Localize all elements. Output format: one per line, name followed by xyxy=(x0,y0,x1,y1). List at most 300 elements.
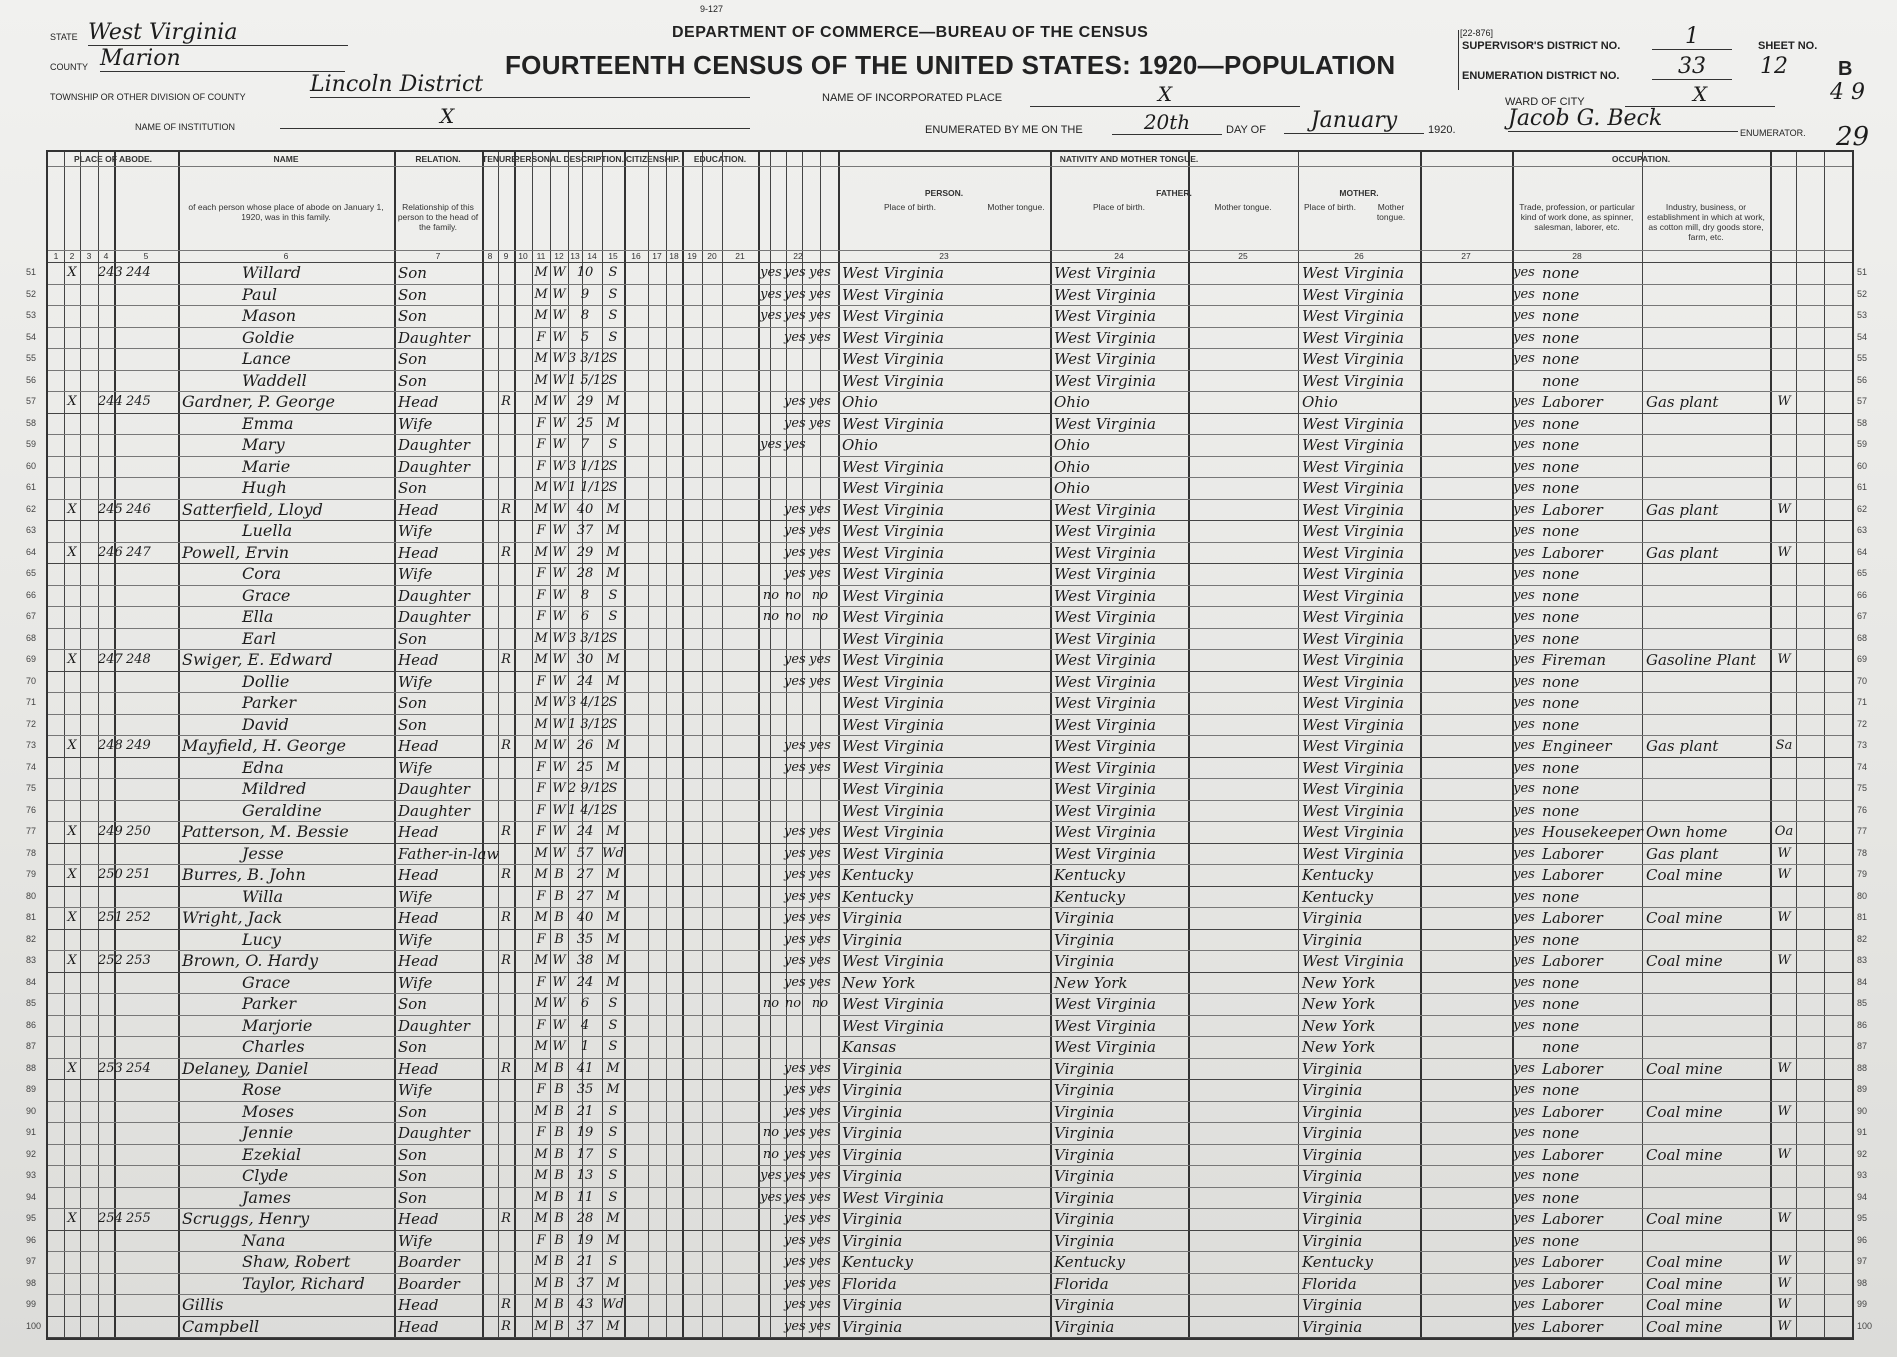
race: W xyxy=(552,523,566,538)
trade: Laborer xyxy=(1542,1317,1603,1336)
day-of-label: DAY OF xyxy=(1226,124,1266,136)
sex: F xyxy=(536,974,546,990)
marital-status: M xyxy=(606,1060,620,1076)
race: B xyxy=(554,888,564,904)
person-birthplace: West Virginia xyxy=(842,457,944,476)
mother-tongue-head: Mother tongue. xyxy=(1376,202,1406,222)
class-of-worker: Oa xyxy=(1774,824,1794,839)
table-row-rule xyxy=(48,671,1852,672)
race: B xyxy=(554,1103,564,1119)
row-number-right: 64 xyxy=(1857,546,1868,557)
race: W xyxy=(552,1039,566,1054)
industry: Gas plant xyxy=(1646,500,1719,519)
father-birthplace: West Virginia xyxy=(1054,371,1156,390)
industry: Own home xyxy=(1646,823,1728,841)
column-group-tenure: TENURE. xyxy=(482,154,520,164)
person-birthplace: West Virginia xyxy=(842,608,944,626)
relation: Daughter xyxy=(398,1124,470,1142)
column-rule xyxy=(1642,152,1643,1338)
relation: Wife xyxy=(398,930,433,949)
trade: Laborer xyxy=(1542,543,1603,562)
family-number: 253 xyxy=(126,953,151,968)
class-of-worker: W xyxy=(1777,1103,1791,1119)
row-number: 78 xyxy=(26,847,37,858)
table-row-rule xyxy=(48,993,1852,994)
row-number-right: 82 xyxy=(1857,933,1868,944)
row-number-right: 77 xyxy=(1857,826,1868,836)
person-birthplace: Virginia xyxy=(842,1296,903,1314)
father-birthplace: Virginia xyxy=(1054,1059,1115,1078)
relation: Son xyxy=(398,350,427,368)
able-to-read: yes xyxy=(784,501,806,517)
column-group-name: NAME xyxy=(273,154,299,164)
speaks-english: yes xyxy=(1513,1232,1535,1248)
family-number: 250 xyxy=(126,824,151,839)
relation: Head xyxy=(398,1059,439,1078)
row-number: 79 xyxy=(26,869,37,879)
father-birthplace: West Virginia xyxy=(1054,543,1156,562)
speaks-english: yes xyxy=(1513,652,1535,667)
trade: none xyxy=(1542,715,1580,734)
form-code: [22-876] xyxy=(1460,28,1494,38)
speaks-english: yes xyxy=(1513,996,1535,1011)
person-name: Parker xyxy=(242,693,297,712)
age: 35 xyxy=(576,1082,594,1097)
age: 35 xyxy=(576,931,594,947)
industry: Coal mine xyxy=(1646,1059,1723,1078)
marital-status: S xyxy=(608,286,618,302)
row-number: 94 xyxy=(26,1191,37,1202)
row-number-right: 73 xyxy=(1857,740,1868,750)
column-group-relation: RELATION. xyxy=(415,154,461,164)
class-of-worker: W xyxy=(1777,1297,1791,1312)
person-name: Earl xyxy=(242,628,276,648)
industry: Gas plant xyxy=(1646,737,1719,755)
column-group-occupation: OCCUPATION. xyxy=(1611,154,1671,164)
column-number: 19 xyxy=(687,251,697,261)
enumerator-signature: Jacob G. Beck xyxy=(1508,106,1738,132)
father-birthplace: West Virginia xyxy=(1054,629,1156,648)
speaks-english: yes xyxy=(1513,1318,1535,1334)
mother-birthplace: West Virginia xyxy=(1302,780,1404,798)
corner-note: 4 9 xyxy=(1830,80,1865,105)
age: 8 xyxy=(580,587,590,603)
marital-status: S xyxy=(608,802,618,818)
table-row-rule xyxy=(48,456,1852,457)
race: B xyxy=(554,1168,564,1183)
year-label: 1920. xyxy=(1428,124,1456,136)
row-number: 58 xyxy=(26,417,37,428)
row-number-right: 67 xyxy=(1857,611,1868,621)
person-birthplace: West Virginia xyxy=(842,350,944,368)
person-name: James xyxy=(242,1187,291,1207)
column-number: 3 xyxy=(86,251,92,261)
row-number: 52 xyxy=(26,288,37,299)
race: B xyxy=(554,1082,564,1097)
mother-birthplace: West Virginia xyxy=(1302,328,1404,347)
person-name: Grace xyxy=(242,972,291,992)
sex: M xyxy=(534,1189,548,1205)
mother-birthplace: New York xyxy=(1302,973,1376,992)
person-birthplace: West Virginia xyxy=(842,328,944,347)
column-rule xyxy=(1824,152,1825,1338)
able-to-read: yes xyxy=(784,1254,806,1269)
person-name: Dollie xyxy=(242,671,290,691)
row-number-right: 63 xyxy=(1857,525,1868,535)
mother-birthplace: West Virginia xyxy=(1302,715,1404,734)
person-name: David xyxy=(242,714,289,734)
column-group-abode: PLACE OF ABODE. xyxy=(73,154,153,164)
able-to-write: yes xyxy=(809,845,831,861)
person-birthplace: Virginia xyxy=(842,1167,903,1185)
sex: M xyxy=(534,544,548,560)
person-name: Gardner, P. George xyxy=(182,392,335,411)
column-group-nativity: NATIVITY AND MOTHER TONGUE. xyxy=(1059,154,1199,164)
sex: M xyxy=(534,867,548,882)
able-to-write: no xyxy=(811,996,829,1011)
father-birthplace: West Virginia xyxy=(1054,608,1156,626)
row-number: 84 xyxy=(26,976,37,987)
able-to-read: yes xyxy=(784,910,806,925)
age: 3 3/12 xyxy=(568,630,610,646)
class-of-worker: W xyxy=(1777,1254,1791,1269)
person-name: Campbell xyxy=(182,1316,260,1336)
tenure: R xyxy=(501,652,511,667)
race: W xyxy=(552,652,566,667)
father-birthplace: West Virginia xyxy=(1054,1038,1156,1056)
father-birthplace: West Virginia xyxy=(1054,522,1156,540)
dwelling-number: 249 xyxy=(98,824,123,839)
marital-status: S xyxy=(608,1168,618,1183)
able-to-write: yes xyxy=(809,1189,831,1205)
row-number: 51 xyxy=(26,267,37,277)
column-number: 1 xyxy=(53,251,59,261)
able-to-read: no xyxy=(784,996,802,1011)
age: 1 1/12 xyxy=(568,480,610,495)
sheet-number: 12 xyxy=(1760,54,1788,79)
dwelling-number: 247 xyxy=(98,652,123,667)
township-label: TOWNSHIP OR OTHER DIVISION OF COUNTY xyxy=(50,92,246,102)
race: B xyxy=(554,931,564,947)
table-row-rule xyxy=(48,1036,1852,1037)
speaks-english: yes xyxy=(1513,673,1535,689)
table-row-rule xyxy=(48,628,1852,629)
father-birthplace: West Virginia xyxy=(1054,995,1156,1013)
column-rule xyxy=(666,152,667,1338)
sex: M xyxy=(534,1275,548,1291)
relation: Son xyxy=(398,629,427,648)
sex: M xyxy=(534,695,548,710)
row-number: 54 xyxy=(26,331,37,342)
attended-school: no xyxy=(762,609,780,624)
race: W xyxy=(552,824,566,839)
industry: Gas plant xyxy=(1646,393,1719,411)
able-to-read: no xyxy=(784,609,802,624)
row-number: 91 xyxy=(26,1127,37,1137)
father-birthplace: Ohio xyxy=(1054,393,1090,411)
father-birthplace: West Virginia xyxy=(1054,651,1156,669)
table-row-rule xyxy=(48,1316,1852,1317)
table-row-rule xyxy=(48,477,1852,478)
age: 1 5/12 xyxy=(568,372,610,388)
column-number: 25 xyxy=(1238,251,1248,261)
age: 37 xyxy=(576,523,594,538)
column-subgroup-father: FATHER. xyxy=(1156,188,1192,198)
enumerated-label: ENUMERATED BY ME ON THE xyxy=(925,124,1083,136)
marital-status: M xyxy=(606,931,620,947)
speaks-english: yes xyxy=(1513,931,1535,947)
trade: none xyxy=(1542,522,1580,540)
sex: F xyxy=(536,759,546,775)
mother-birthplace: New York xyxy=(1302,995,1376,1013)
race: W xyxy=(552,587,566,603)
row-number-right: 90 xyxy=(1857,1105,1868,1116)
able-to-read: yes xyxy=(784,888,806,904)
trade: Laborer xyxy=(1542,1274,1603,1293)
speaks-english: yes xyxy=(1513,501,1535,517)
industry: Coal mine xyxy=(1646,1102,1723,1121)
row-number: 90 xyxy=(26,1105,37,1116)
marital-status: S xyxy=(608,695,618,710)
person-birthplace: West Virginia xyxy=(842,285,944,304)
able-to-write: yes xyxy=(809,265,831,280)
able-to-read: yes xyxy=(784,1082,806,1097)
trade: Laborer xyxy=(1542,952,1603,970)
relation: Head xyxy=(398,1210,439,1228)
column-subgroup-person: PERSON. xyxy=(924,188,964,198)
row-number: 56 xyxy=(26,374,37,385)
able-to-read: yes xyxy=(784,673,806,689)
relation: Son xyxy=(398,479,427,497)
class-of-worker: W xyxy=(1777,1318,1791,1334)
race: W xyxy=(552,286,566,302)
row-number: 98 xyxy=(26,1277,37,1288)
trade: none xyxy=(1542,285,1580,304)
header-rule xyxy=(48,262,1852,263)
table-row-rule xyxy=(48,692,1852,693)
marital-status: S xyxy=(608,1039,618,1054)
mother-birthplace: Florida xyxy=(1302,1274,1357,1293)
able-to-write: yes xyxy=(809,1082,831,1097)
able-to-write: yes xyxy=(809,1297,831,1312)
table-row-rule xyxy=(48,348,1852,349)
race: W xyxy=(552,480,566,495)
relation: Son xyxy=(398,307,427,325)
person-birthplace: West Virginia xyxy=(842,737,944,755)
industry-head: Industry, business, or establishment in which at work, as cotton mill, dry goods store, farm, etc. xyxy=(1647,202,1765,242)
attended-school: yes xyxy=(760,308,782,323)
age: 41 xyxy=(576,1060,594,1076)
father-birthplace: Kentucky xyxy=(1054,866,1125,884)
industry: Gas plant xyxy=(1646,844,1719,863)
marital-status: M xyxy=(606,910,620,925)
class-of-worker: W xyxy=(1777,1146,1791,1162)
trade: none xyxy=(1542,801,1580,820)
person-birthplace: West Virginia xyxy=(842,758,944,777)
person-birthplace: West Virginia xyxy=(842,952,944,970)
mother-birthplace: Virginia xyxy=(1302,1059,1363,1078)
dwelling-number: 252 xyxy=(98,953,123,968)
column-number: 20 xyxy=(707,251,717,261)
row-number-right: 69 xyxy=(1857,654,1868,664)
age: 7 xyxy=(580,437,590,452)
speaks-english: yes xyxy=(1513,953,1535,968)
dwelling-number: 253 xyxy=(98,1060,123,1076)
visit-mark: X xyxy=(67,394,77,409)
trade: Laborer xyxy=(1542,1059,1603,1078)
sex: F xyxy=(536,523,546,538)
able-to-read: yes xyxy=(784,1168,806,1183)
marital-status: S xyxy=(608,1125,618,1140)
column-group-personal: PERSONAL DESCRIPTION. xyxy=(514,154,624,164)
sex: F xyxy=(536,1125,546,1140)
father-birthplace: Virginia xyxy=(1054,1081,1115,1099)
sex: M xyxy=(534,1254,548,1269)
father-birthplace: Virginia xyxy=(1054,1167,1115,1185)
speaks-english: yes xyxy=(1513,1211,1535,1226)
person-birthplace: West Virginia xyxy=(842,264,944,282)
row-number-right: 55 xyxy=(1857,353,1868,363)
row-number-right: 66 xyxy=(1857,589,1868,600)
table-row-rule xyxy=(48,1187,1852,1188)
mother-birthplace: West Virginia xyxy=(1302,522,1404,540)
column-rule xyxy=(722,152,723,1338)
race: B xyxy=(554,1254,564,1269)
relation: Daughter xyxy=(398,780,470,798)
person-name: Edna xyxy=(242,757,284,777)
speaks-english: yes xyxy=(1513,888,1535,904)
marital-status: S xyxy=(608,630,618,646)
trade: Laborer xyxy=(1542,1102,1603,1121)
industry: Coal mine xyxy=(1646,909,1723,927)
row-number-right: 95 xyxy=(1857,1213,1868,1223)
father-birthplace: Virginia xyxy=(1054,909,1115,927)
father-birthplace: New York xyxy=(1054,973,1128,992)
table-row-rule xyxy=(48,757,1852,758)
race: W xyxy=(552,695,566,710)
sex: F xyxy=(536,781,546,796)
trade: none xyxy=(1542,1231,1580,1250)
able-to-write: yes xyxy=(809,286,831,302)
trade: none xyxy=(1542,1081,1580,1099)
visit-mark: X xyxy=(67,1211,77,1226)
age: 57 xyxy=(576,845,594,861)
trade: Laborer xyxy=(1542,909,1603,927)
race: W xyxy=(552,996,566,1011)
industry: Coal mine xyxy=(1646,1317,1723,1336)
trade: Laborer xyxy=(1542,393,1603,411)
row-number: 66 xyxy=(26,589,37,600)
row-number-right: 99 xyxy=(1857,1299,1868,1309)
able-to-read: yes xyxy=(784,1125,806,1140)
tenure: R xyxy=(501,1318,511,1334)
age: 8 xyxy=(580,308,590,323)
father-birthplace: Kentucky xyxy=(1054,1253,1125,1271)
class-of-worker: W xyxy=(1777,1275,1791,1291)
table-row-rule xyxy=(48,284,1852,285)
sex: M xyxy=(534,351,548,366)
table-row-rule xyxy=(48,542,1852,543)
relation: Wife xyxy=(398,1081,433,1099)
relation: Daughter xyxy=(398,436,470,454)
person-name: Brown, O. Hardy xyxy=(182,951,318,970)
speaks-english: yes xyxy=(1513,265,1535,280)
row-number: 70 xyxy=(26,675,37,686)
father-birthplace: West Virginia xyxy=(1054,758,1156,777)
able-to-read: yes xyxy=(784,1318,806,1334)
table-row-rule xyxy=(48,886,1852,887)
state-value: West Virginia xyxy=(88,20,348,46)
column-group-citizenship: CITIZENSHIP. xyxy=(625,154,681,164)
column-number: 17 xyxy=(652,251,662,261)
person-birthplace: West Virginia xyxy=(842,307,944,325)
person-tongue-head: Mother tongue. xyxy=(987,202,1045,212)
name-column-desc: of each person whose place of abode on January 1, 1920, was in this family. xyxy=(188,202,384,222)
tenure: R xyxy=(501,394,511,409)
father-birthplace: West Virginia xyxy=(1054,844,1156,863)
speaks-english: yes xyxy=(1513,480,1535,495)
row-number: 65 xyxy=(26,568,37,578)
table-row-rule xyxy=(48,907,1852,908)
person-name: Swiger, E. Edward xyxy=(182,650,333,669)
race: W xyxy=(552,781,566,796)
sex: M xyxy=(534,1103,548,1119)
trade: none xyxy=(1542,887,1580,906)
marital-status: S xyxy=(608,1254,618,1269)
age: 3 3/12 xyxy=(568,351,610,366)
person-birthplace: Kentucky xyxy=(842,1253,913,1271)
person-name: Shaw, Robert xyxy=(242,1252,351,1271)
marital-status: M xyxy=(606,652,620,667)
group-rule xyxy=(48,166,1852,167)
speaks-english: yes xyxy=(1513,910,1535,925)
father-birthplace: West Virginia xyxy=(1054,307,1156,325)
attended-school: yes xyxy=(760,265,782,280)
marital-status: S xyxy=(608,1146,618,1162)
person-name: Ella xyxy=(242,607,274,626)
able-to-read: yes xyxy=(784,415,806,431)
person-birthplace: West Virginia xyxy=(842,995,944,1013)
enumerated-month: January xyxy=(1284,108,1424,134)
able-to-write: yes xyxy=(809,566,831,581)
race: W xyxy=(552,609,566,624)
able-to-read: yes xyxy=(784,1189,806,1205)
race: B xyxy=(554,1297,564,1312)
person-name: Mary xyxy=(242,435,285,454)
marital-status: S xyxy=(608,1189,618,1205)
column-rule xyxy=(838,152,840,1338)
marital-status: M xyxy=(606,523,620,538)
column-number: 15 xyxy=(608,251,618,261)
race: W xyxy=(552,437,566,452)
row-number: 81 xyxy=(26,912,37,922)
speaks-english: yes xyxy=(1513,1275,1535,1291)
age: 21 xyxy=(576,1103,594,1119)
person-name: Hugh xyxy=(242,478,287,497)
person-birthplace: West Virginia xyxy=(842,586,944,605)
person-name: Taylor, Richard xyxy=(242,1273,365,1293)
marital-status: S xyxy=(608,437,618,452)
column-number: 23 xyxy=(939,251,949,261)
row-number: 95 xyxy=(26,1213,37,1223)
mother-birthplace: West Virginia xyxy=(1302,737,1404,755)
race: W xyxy=(552,716,566,732)
visit-mark: X xyxy=(67,501,77,517)
column-number: 10 xyxy=(518,251,528,261)
industry: Gas plant xyxy=(1646,543,1719,562)
trade: none xyxy=(1542,1124,1580,1142)
table-row-rule xyxy=(48,1337,1852,1338)
